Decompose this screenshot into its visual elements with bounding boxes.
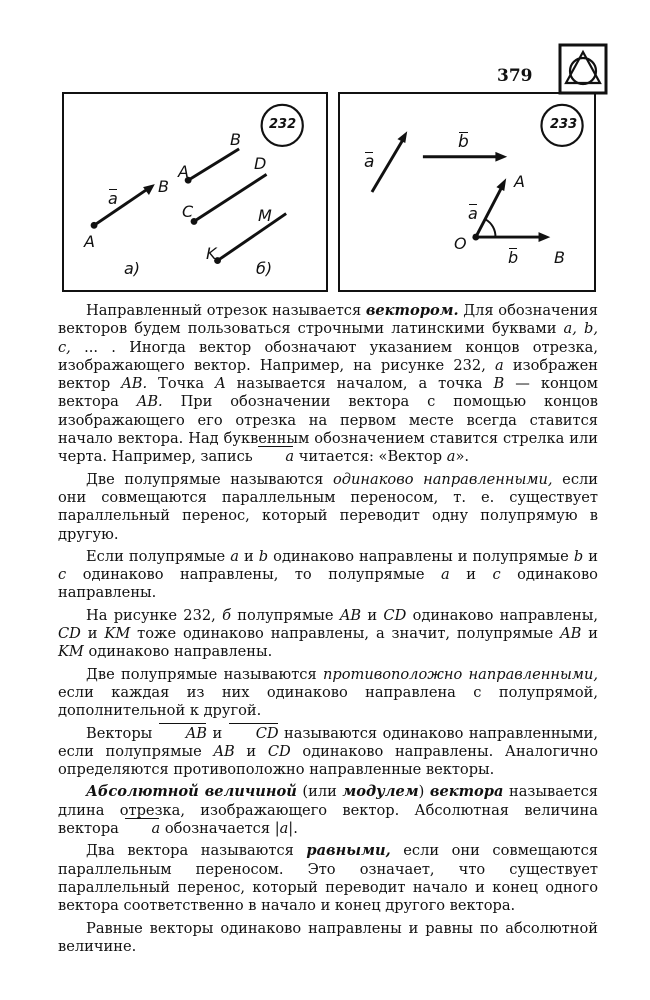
point-label-m: M: [258, 206, 272, 225]
paragraph-transitivity: Если полупрямые a и b одинаково направлены и полупрямые b и c одинаково направлены, то полупрямые a и c одинаково направлены.: [58, 547, 598, 602]
paragraph-absolute-value: Абсолютной величиной (или модулем) вектора называется длина отрезка, изображающего вектор. Абсолютная величина вектора a обозначается |a|.: [58, 783, 598, 838]
paragraph-same-direction: Две полупрямые называются одинаково направленными, если они совмещаются параллельным переносом, т. е. существует параллельный перенос, который переводит одну полупрямую в другую.: [58, 470, 598, 543]
point-label-b2: B: [230, 130, 241, 149]
vector-label-a: a: [108, 189, 118, 208]
paragraph-equal-vectors: Два вектора называются равными, если они совмещаются параллельным переносом. Это означает, что существует параллельный перенос, который переводит начало и конец одного вектора соответственно в начало и конец другого вектора.: [58, 842, 598, 915]
triangle-circle-icon: [558, 43, 608, 95]
paragraph-opposite-direction: Две полупрямые называются противоположно направленными, если каждая из них одинаково направлена с полупрямой, дополнительной к другой.: [58, 665, 598, 720]
vector-a-label: a: [364, 152, 375, 172]
point-label-o: O: [454, 234, 467, 253]
figure-badge: 233: [550, 117, 578, 132]
point-label-a: A: [514, 172, 525, 191]
angle-vector-b-label: b: [508, 248, 519, 267]
paragraph-vector-definition: Направленный отрезок называется вектором. Для обозначения векторов будем пользоваться строчными латинскими буквами a, b, c, ... . Иногда вектор обозначают указанием концов отрезка, изображающего вектор. Например, на рисунке 232, а изображен вектор AB. Точка A называется началом, а точка B — концом вектора AB. При обозначении вектора с помощью концов изображающего его отрезка на первом месте всегда ставится начало вектора. Над буквенным обозначением ставится стрелка или черта. Например, запись a читается: «Вектор a».: [58, 302, 599, 466]
caption-a: а): [124, 259, 141, 278]
point-label-b: B: [158, 177, 169, 196]
caption-b: б): [256, 259, 273, 278]
figure-badge: 232: [269, 117, 297, 132]
vector-b-label: b: [458, 132, 469, 152]
angle-vector-a-label: a: [468, 204, 478, 223]
point-label-a: A: [84, 232, 95, 251]
point-label-d: D: [254, 154, 267, 173]
point-label-c: C: [182, 202, 194, 221]
paragraph-figure-example: На рисунке 232, б полупрямые AB и CD одинаково направлены, CD и KM тоже одинаково направлены, а значит, полупрямые AB и KM одинаково направлены.: [58, 606, 598, 661]
point-label-k: K: [206, 244, 217, 263]
figure-233: [338, 92, 596, 292]
paragraph-equal-vectors-property: Равные векторы одинаково направлены и равны по абсолютной величине.: [58, 919, 598, 955]
paragraph-vector-direction: Векторы AB и CD называются одинаково направленными, если полупрямые AB и CD одинаково направлены. Аналогично определяются противоположно направленные векторы.: [58, 724, 599, 779]
point-label-b: B: [554, 248, 565, 267]
point-label-a2: A: [178, 162, 189, 181]
body-text: [58, 302, 598, 960]
page-number: 379: [497, 66, 533, 86]
figure-232: [62, 92, 328, 292]
